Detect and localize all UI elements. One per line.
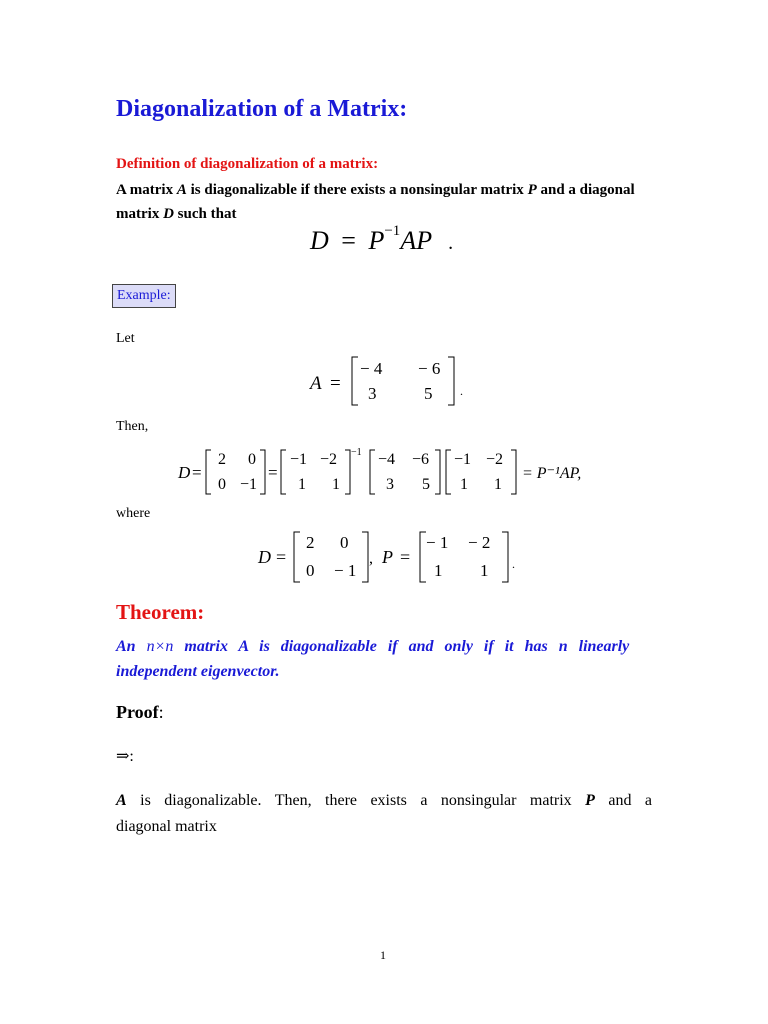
left-bracket	[352, 357, 358, 405]
bracket-l4	[446, 450, 451, 494]
d2-21: 0	[306, 561, 315, 580]
equals-4: =	[400, 547, 411, 567]
proof-heading: Proof:	[116, 702, 164, 722]
page-number: 1	[380, 948, 386, 962]
p2-name: P	[382, 547, 393, 567]
equals-3: =	[276, 547, 287, 567]
p-11: −1	[454, 451, 472, 468]
page-title: Diagonalization of a Matrix:	[116, 96, 408, 122]
a2-21: 3	[386, 476, 394, 493]
p2-22: 1	[480, 561, 489, 580]
p2-12: − 2	[468, 533, 491, 552]
p2-11: − 1	[426, 533, 449, 552]
d-name: D	[178, 463, 191, 482]
a-12: − 6	[418, 359, 441, 378]
a2-11: −4	[378, 451, 396, 468]
bracket-r5	[362, 532, 368, 582]
p-12: −2	[486, 451, 504, 468]
p-21: 1	[460, 476, 468, 493]
a2-22: 5	[422, 476, 430, 493]
period: .	[460, 384, 463, 398]
equals-2: =	[268, 463, 278, 482]
pinv-21: 1	[298, 476, 306, 493]
definition-text: A matrix A is diagonalizable if there exists a nonsingular matrix P and a diagonal matrix D such that	[116, 182, 635, 222]
right-bracket	[448, 357, 454, 405]
a2-12: −6	[412, 451, 430, 468]
example-label: Example:	[112, 284, 176, 308]
bracket-r3	[435, 450, 440, 494]
pinv-22: 1	[332, 476, 340, 493]
d-p-equation	[256, 528, 526, 586]
a-22: 5	[424, 384, 433, 403]
theorem-text: An n×n matrix A is diagonalizable if and only if it has n linearly independent eigenvector.	[116, 638, 630, 680]
let-text: Let	[116, 331, 135, 346]
diagonalization-equation: $D = P^{-1}AP$ .	[310, 223, 454, 255]
matrix-a-name: A	[310, 373, 322, 394]
bracket-l1	[206, 450, 211, 494]
d2-22: − 1	[334, 561, 357, 580]
bracket-l2	[281, 450, 286, 494]
d-22: −1	[240, 476, 258, 493]
d-p-svg	[256, 528, 526, 586]
bracket-r2	[345, 450, 350, 494]
bracket-r6	[502, 532, 508, 582]
result-expression: = P⁻¹AP,	[522, 465, 582, 482]
theorem-heading: Theorem:	[116, 600, 205, 624]
proof-text: A is diagonalizable. Then, there exists a nonsingular matrix P and a diagonal matrix	[116, 792, 652, 835]
d2-name: D	[258, 547, 271, 567]
p2-21: 1	[434, 561, 443, 580]
inverse-exponent: −1	[351, 447, 362, 458]
d-21: 0	[218, 476, 226, 493]
d-11: 2	[218, 451, 226, 468]
p-22: 1	[494, 476, 502, 493]
d2-11: 2	[306, 533, 315, 552]
comma: ,	[369, 550, 373, 567]
definition-heading: Definition of diagonalization of a matrix:	[116, 156, 379, 172]
d-12: 0	[248, 451, 256, 468]
long-equation	[176, 444, 596, 498]
a-11: − 4	[360, 359, 383, 378]
pinv-12: −2	[320, 451, 338, 468]
bracket-r4	[511, 450, 516, 494]
pinv-11: −1	[290, 451, 308, 468]
where-text: where	[116, 506, 151, 521]
d2-12: 0	[340, 533, 349, 552]
bracket-l3	[370, 450, 375, 494]
long-equation-svg	[176, 444, 596, 498]
then-text: Then,	[116, 419, 149, 434]
bracket-r1	[260, 450, 265, 494]
bracket-l5	[294, 532, 300, 582]
period-2: .	[512, 557, 515, 571]
matrix-a-equation	[306, 355, 476, 409]
equals-1: =	[192, 463, 202, 482]
matrix-a-svg	[306, 355, 476, 409]
a-21: 3	[368, 384, 377, 403]
equals-sign: =	[330, 373, 341, 394]
implies-symbol: ⇒:	[116, 748, 134, 765]
